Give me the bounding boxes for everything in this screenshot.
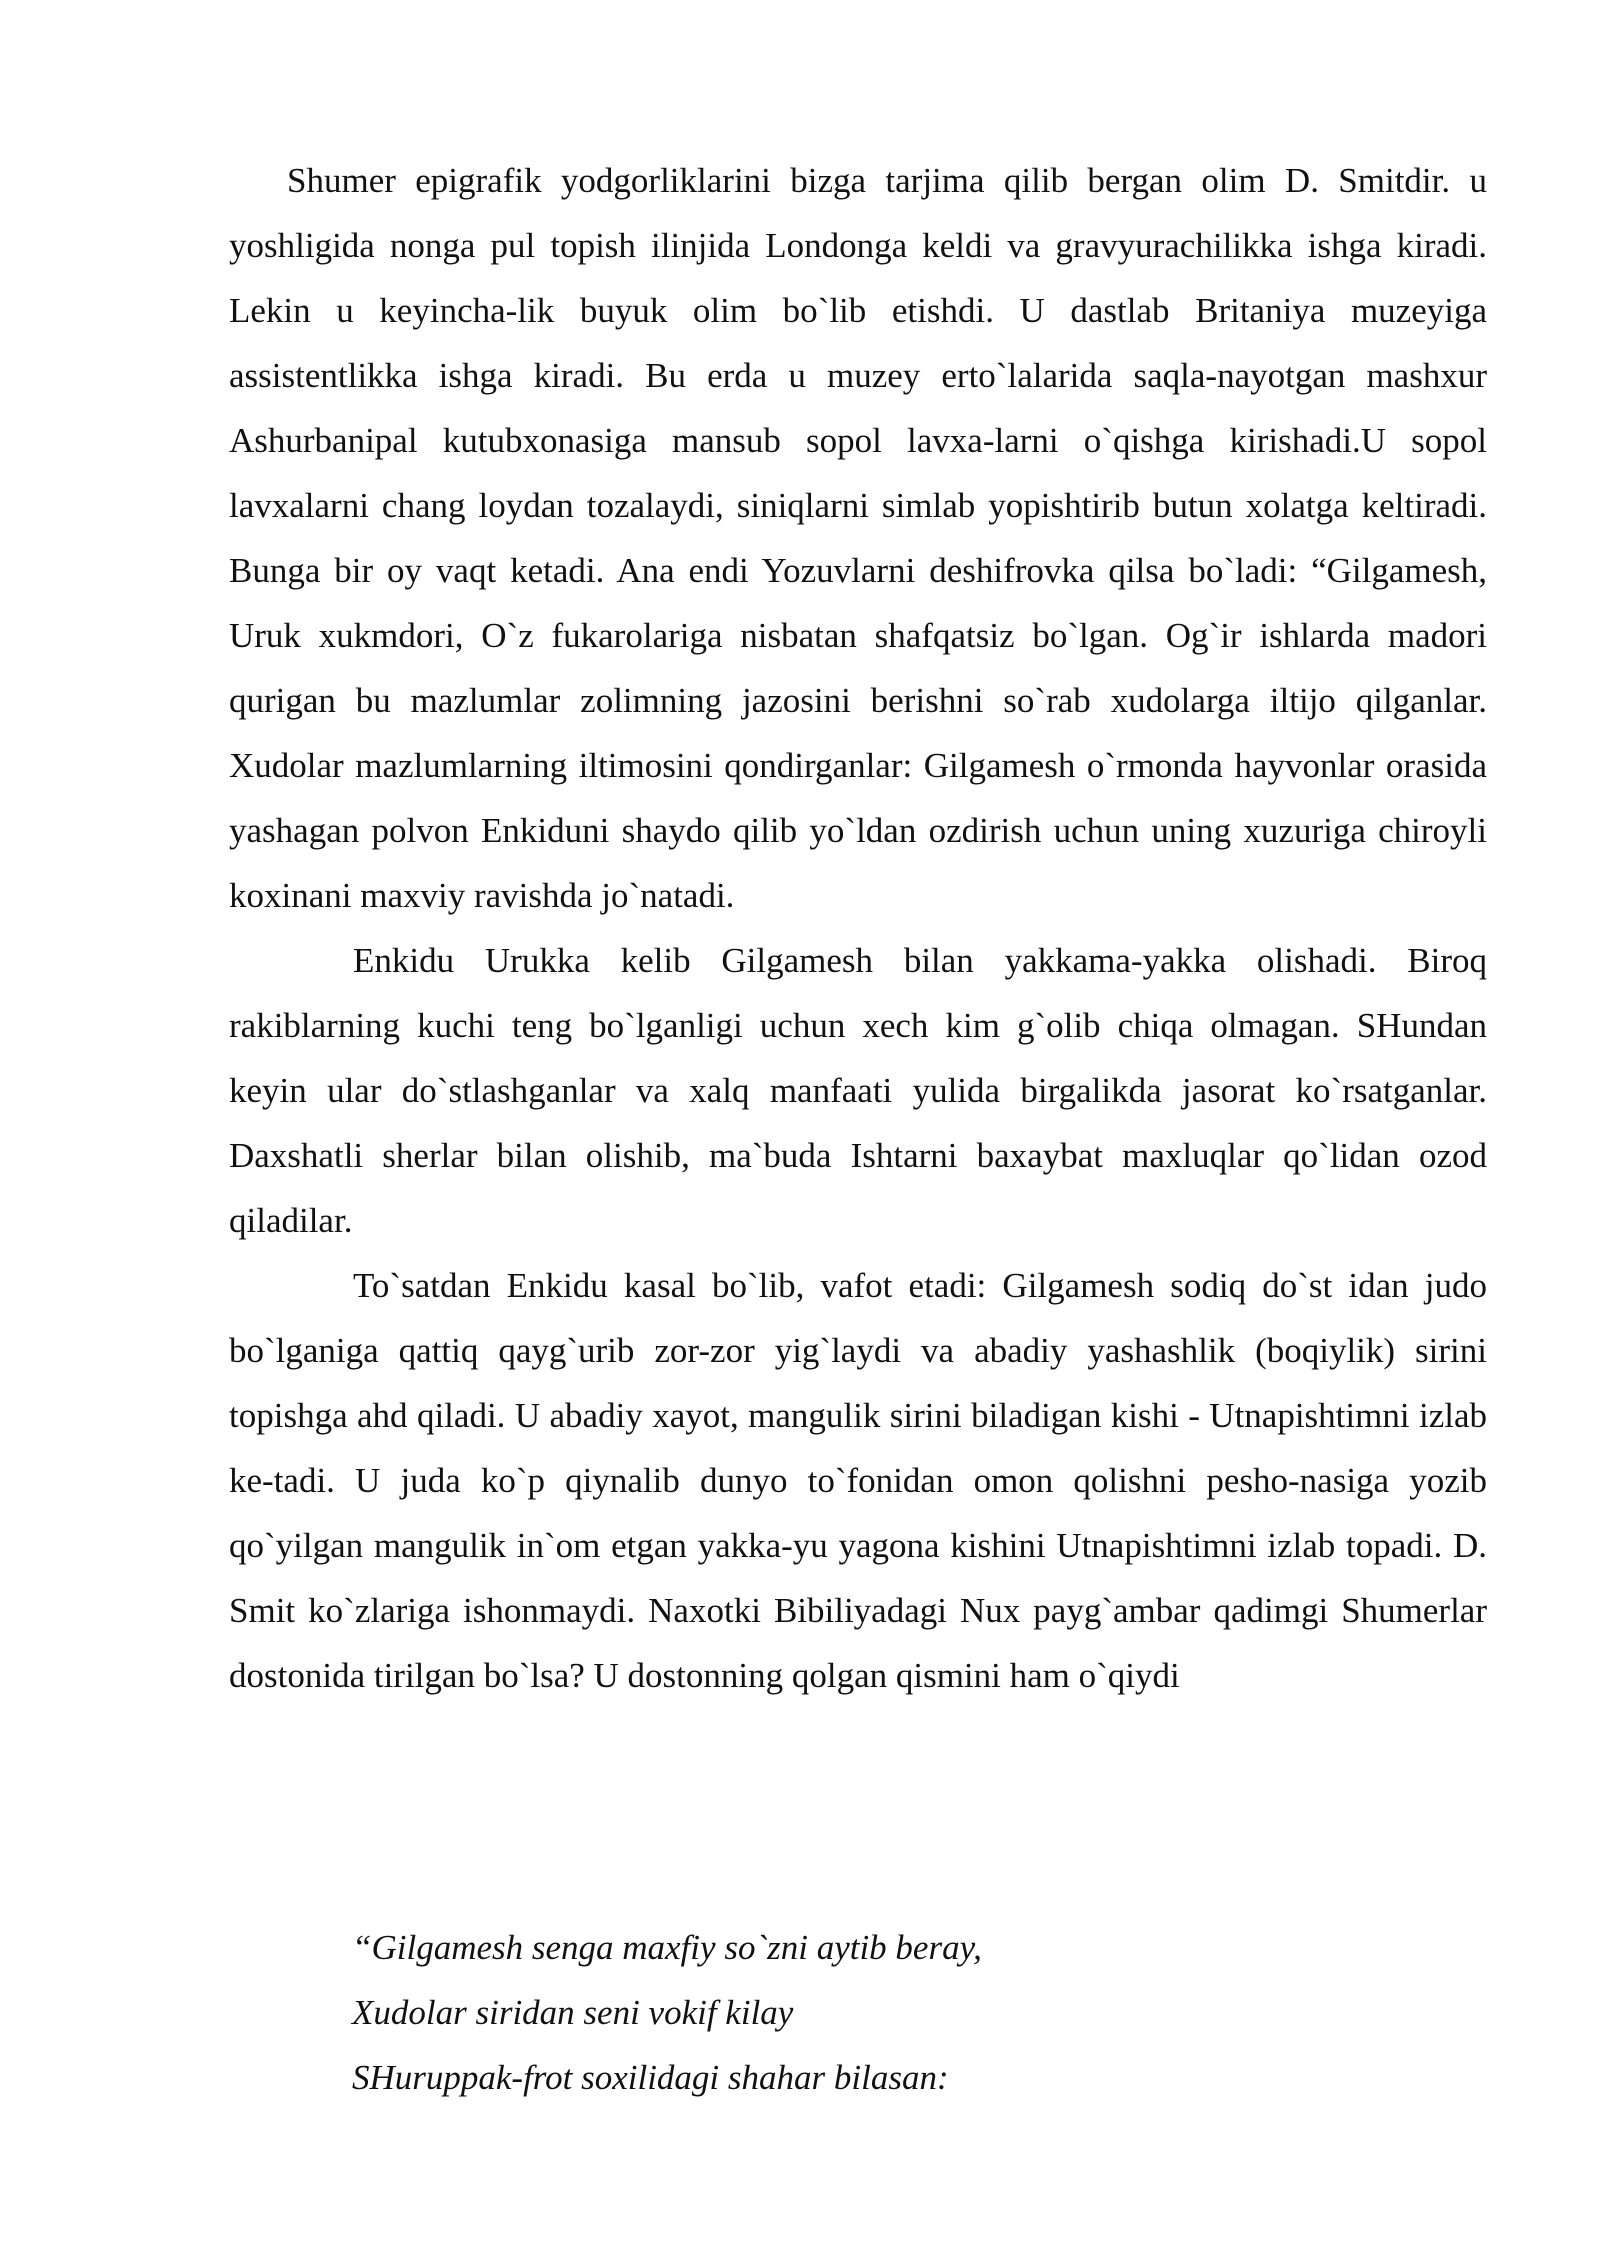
poem-excerpt bbox=[352, 1915, 1352, 2110]
paragraph: To`satdan Enkidu kasal bo`lib, vafot etadi: Gilgamesh sodiq do`st idan judo bo`lganiga qattiq qayg`urib zor-zor yig`laydi va abadiy yashashlik (boqiylik) sirini topishga ahd qiladi. U abadiy xayot, mangulik sirini biladigan kishi - Utnapishtimni izlab ke-tadi. U juda ko`p qiynalib dunyo to`fonidan omon qolishni pesho-nasiga yozib qo`yilgan mangulik in`om etgan yakka-yu yagona kishini Utnapishtimni izlab topadi. D. Smit ko`zlariga ishonmaydi. Naxotki Bibiliyadagi Nux payg`ambar qadimgi Shumerlar dostonida tirilgan bo`lsa? U dostonning qolgan qismini ham o`qiydi bbox=[229, 1266, 1487, 1695]
poem-line: “Gilgamesh senga maxfiy so`zni aytib beray, bbox=[352, 1928, 982, 1967]
poem-line: Xudolar siridan seni vokif kilay bbox=[352, 1993, 794, 2032]
paragraph: Shumer epigrafik yodgorliklarini bizga tarjima qilib bergan olim D. Smitdir. u yoshligida nonga pul topish ilinjida Londonga keldi va gravyurachilikka ishga kiradi. Lekin u keyincha-lik buyuk olim bo`lib etishdi. U dastlab Britaniya muzeyiga assistentlikka ishga kiradi. Bu erda u muzey erto`lalarida saqla-nayotgan mashxur Ashurbanipal kutubxonasiga mansub sopol lavxa-larni o`qishga kirishadi.U sopol lavxalarni chang loydan tozalaydi, siniqlarni simlab yopishtirib butun xolatga keltiradi. Bunga bir oy vaqt ketadi. Ana endi Yozuvlarni deshifrovka qilsa bo`ladi: “Gilgamesh, Uruk xukmdori, O`z fukarolariga nisbatan shafqatsiz bo`lgan. Og`ir ishlarda madori qurigan bu mazlumlar zolimning jazosini berishni so`rab xudolarga iltijo qilganlar. Xudolar mazlumlarning iltimosini qondirganlar: Gilgamesh o`rmonda hayvonlar orasida yashagan polvon Enkiduni shaydo qilib yo`ldan ozdirish uchun uning xuzuriga chiroyli koxinani maxviy ravishda jo`natadi. bbox=[229, 161, 1487, 915]
poem-line: SHuruppak-frot soxilidagi shahar bilasan: bbox=[352, 2058, 949, 2097]
body-text bbox=[229, 148, 1487, 1708]
paragraph: Enkidu Urukka kelib Gilgamesh bilan yakkama-yakka olishadi. Biroq rakiblarning kuchi teng bo`lganligi uchun xech kim g`olib chiqa olmagan. SHundan keyin ular do`stlashganlar va xalq manfaati yulida birgalikda jasorat ko`rsatganlar. Daxshatli sherlar bilan olishib, ma`buda Ishtarni baxaybat maxluqlar qo`lidan ozod qiladilar. bbox=[229, 941, 1487, 1240]
